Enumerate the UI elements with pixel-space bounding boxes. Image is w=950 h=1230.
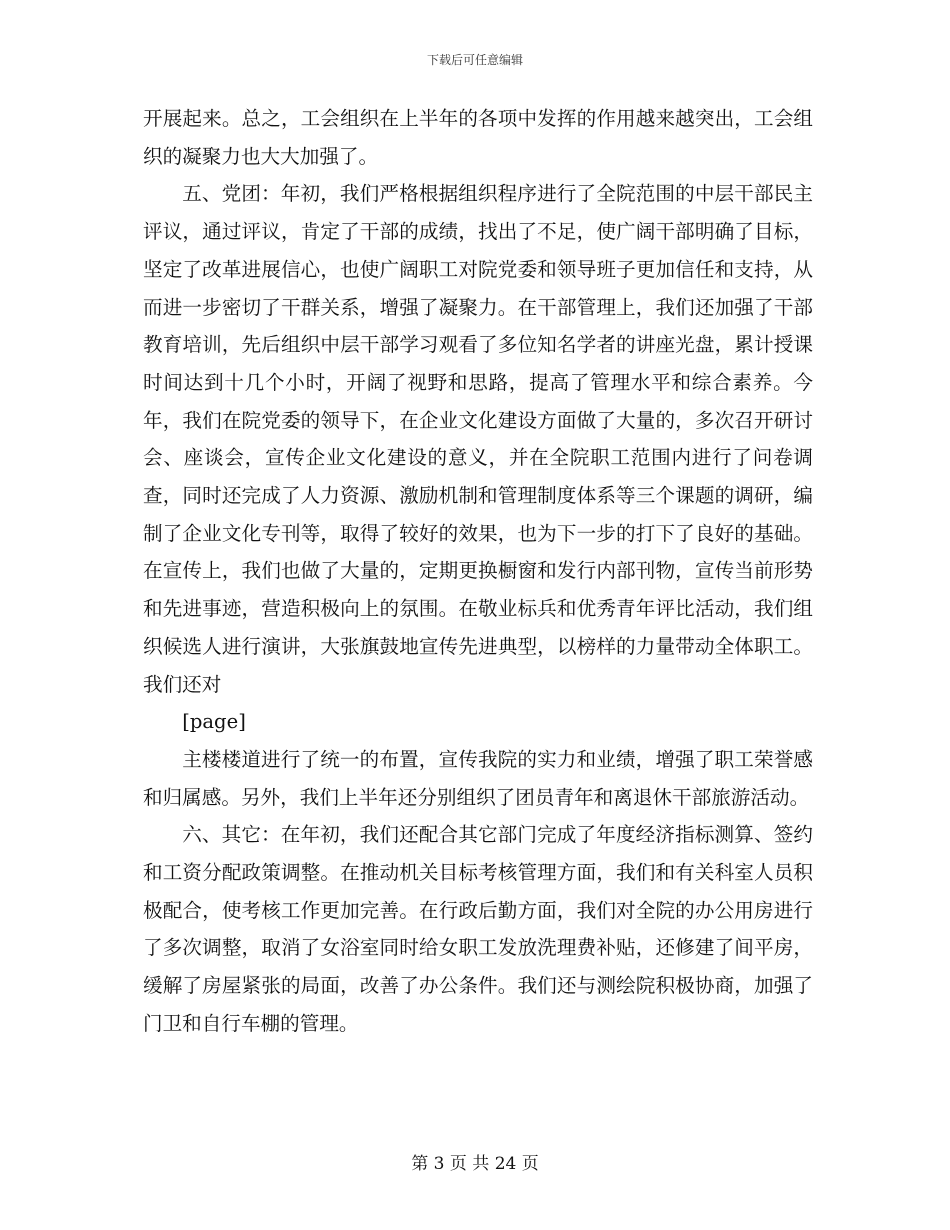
page-header-note: 下载后可任意编辑	[426, 53, 523, 67]
paragraph-party-league: 五、党团：年初，我们严格根据组织程序进行了全院范围的中层干部民主评议，通过评议，肯定了干部的成绩，找出了不足，使广阔干部明确了目标，坚定了改革进展信心，也使广阔职工对院党委和领导班子更加信任和支持，从而进一步密切了干群关系，增强了凝聚力。在干部管理上，我们还加强了干部教育培训，先后组织中层干部学习观看了多位知名学者的讲座光盘，累计授课时间达到十几个小时，开阔了视野和思路，提高了管理水平和综合素养。今年，我们在院党委的领导下，在企业文化建设方面做了大量的，多次召开研讨会、座谈会，宣传企业文化建设的意义，并在全院职工范围内进行了问卷调查，同时还完成了人力资源、激励机制和管理制度体系等三个课题的调研，编制了企业文化专刊等，取得了较好的效果，也为下一步的打下了良好的基础。在宣传上，我们也做了大量的，定期更换橱窗和发行内部刊物，宣传当前形势和先进事迹，营造积极向上的氛围。在敬业标兵和优秀青年评比活动，我们组织候选人进行演讲，大张旗鼓地宣传先进典型，以榜样的力量带动全体职工。我们还对	[143, 182, 813, 696]
paragraph-other-work: 六、其它：在年初，我们还配合其它部门完成了年度经济指标测算、签约和工资分配政策调整。在推动机关目标考核管理方面，我们和有关科室人员积极配合，使考核工作更加完善。在行政后勤方面，我们对全院的办公用房进行了多次调整，取消了女浴室同时给女职工发放洗理费补贴，还修建了间平房，缓解了房屋紧张的局面，改善了办公条件。我们还与测绘院积极协商，加强了门卫和自行车棚的管理。	[143, 823, 813, 1035]
page-number-footer: 第 3 页 共 24 页	[411, 1154, 539, 1174]
page-break-marker: [page]	[182, 710, 246, 734]
document-body	[143, 100, 813, 1043]
paragraph-union-summary: 开展起来。总之，工会组织在上半年的各项中发挥的作用越来越突出，工会组织的凝聚力也大大加强了。	[143, 107, 813, 168]
paragraph-building-corridor: 主楼楼道进行了统一的布置，宣传我院的实力和业绩，增强了职工荣誉感和归属感。另外，我们上半年还分别组织了团员青年和离退休干部旅游活动。	[143, 747, 813, 809]
